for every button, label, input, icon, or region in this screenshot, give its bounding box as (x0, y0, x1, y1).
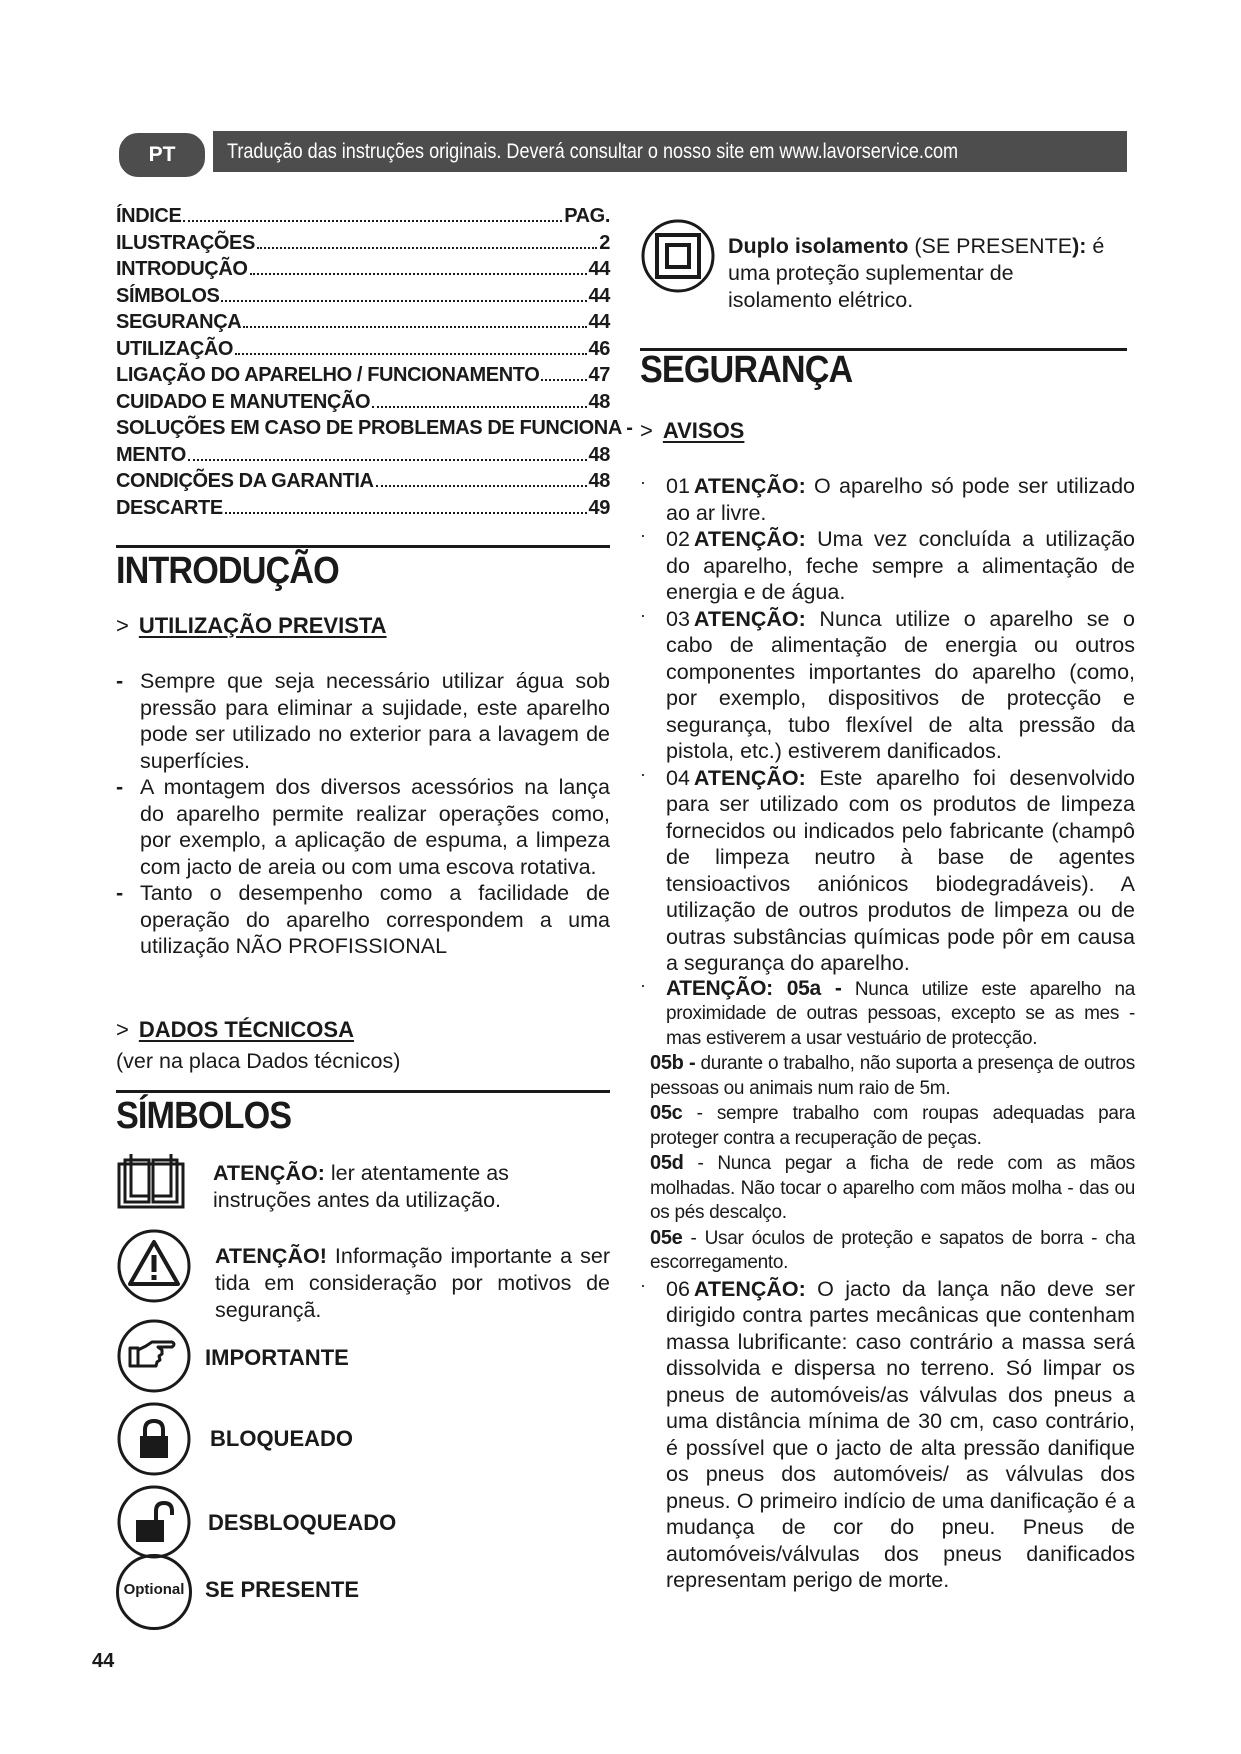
toc-page: 44 (588, 311, 610, 333)
optional-icon: Optional (116, 1554, 192, 1630)
intended-use-heading (116, 613, 387, 639)
toc-row (116, 258, 610, 285)
warnings-heading: > AVISOS (640, 418, 745, 443)
toc-leader (541, 379, 586, 381)
warning-sub-item: 05b - durante o trabalho, não suporta a presença de outros pessoas ou animais num raio de 5m. (650, 1052, 1135, 1099)
technical-data-heading: > DADOS TÉCNICOSA (116, 1017, 354, 1042)
lock-open-icon (116, 1484, 192, 1565)
toc-leader (183, 220, 562, 222)
symbol-double-insulation-text: Duplo isolamento (SE PRESENTE): é uma proteção suplementar de isolamento elétrico. (728, 234, 1105, 312)
page-number: 44 (92, 1650, 115, 1672)
toc-label: SEGURANÇA (116, 311, 242, 333)
toc-label: INTRODUÇÃO (116, 258, 248, 280)
toc-label: DESCARTE (116, 496, 223, 519)
toc-page: 48 (588, 443, 610, 466)
safety-title: SEGURANÇA (640, 349, 853, 391)
warning-item-05a: · ATENÇÃO: 05a - Nunca utilize este aparelho na proximidade de outras pessoas, excepto se as mes - mas estiverem a usar vestuário de protecção. (640, 974, 1136, 1049)
header-bar (213, 131, 1127, 172)
toc-page: 2 (599, 231, 610, 254)
warnings-list (640, 473, 1135, 1594)
toc-leader (257, 247, 597, 249)
warning-item-06: · 06 ATENÇÃO: O jacto da lança não deve ser dirigido contra partes mecânicas que contenham massa lubrificante: caso contrário a massa será dissolvida e dispersa no terreno. Só limpar os pneus de automóveis/as válvulas dos pneus a uma distância mínima de 30 cm, caso contrário, é possível que o jacto de alta pressão danifique os pneus dos automóveis/ as válvulas dos pneus. O primeiro indício de uma danificação é a mudança de cor do pneu. Pneus de automóveis/válvulas dos pneus danificados representam perigo de morte. (640, 1274, 1135, 1592)
toc-page: 49 (588, 496, 610, 519)
toc-label: CUIDADO E MANUTENÇÃO (116, 390, 371, 413)
divider (116, 1090, 610, 1093)
warning-item: · 01 ATENÇÃO: O aparelho só pode ser utilizado ao ar livre. (640, 472, 1135, 525)
symbol-optional-label: SE PRESENTE (205, 1577, 360, 1602)
toc-leader (372, 406, 586, 408)
symbols-title: SÍMBOLOS (116, 1095, 292, 1137)
toc-leader (376, 485, 587, 487)
toc-label: SOLUÇÕES EM CASO DE PROBLEMAS DE FUNCIONA - (116, 417, 633, 439)
toc-label: ILUSTRAÇÕES (116, 231, 255, 254)
toc-row (116, 311, 610, 338)
lock-closed-icon (116, 1401, 192, 1482)
book-icon (116, 1150, 186, 1215)
toc-page: 48 (588, 390, 610, 413)
toc-row (116, 417, 633, 444)
warning-item: · 04 ATENÇÃO: Este aparelho foi desenvolvido para ser utilizado com os produtos de limpeza fornecidos ou indicados pelo fabricante (champô de limpeza neutro à base de agentes tensioactivos aniónicos biodegradáveis). A utilização de outros produtos de limpeza ou de outras substâncias químicas pode pôr em causa a segurança do aparelho. (640, 763, 1135, 975)
heading-marker: > (116, 613, 129, 638)
toc-row (116, 444, 610, 471)
intro-title: INTRODUÇÃO (116, 550, 339, 592)
intended-use-list (116, 668, 610, 960)
toc-label: SÍMBOLOS (116, 284, 220, 307)
symbol-important-label: IMPORTANTE (205, 1345, 349, 1370)
toc-leader (225, 512, 587, 514)
toc-label: ÍNDICE (116, 205, 182, 227)
symbol-warning-text: ATENÇÃO! Informação importante a ser tida em consideração por motivos de segurançã. (215, 1244, 610, 1322)
toc-row (116, 205, 610, 232)
warnings-title: AVISOS (662, 418, 745, 443)
toc-row (116, 338, 610, 365)
warning-item: · 03 ATENÇÃO: Nunca utilize o aparelho se o cabo de alimentação de energia ou outros componentes importantes do aparelho (como, por exemplo, dispositivos de protecção e segurança, tubo flexível de alta pressão da pistola, etc.) estiverem danificados. (640, 604, 1135, 763)
language-badge: PT (116, 130, 208, 180)
toc-label: LIGAÇÃO DO APARELHO / FUNCIONAMENTO (116, 364, 540, 386)
warning-triangle-icon (116, 1228, 192, 1309)
toc-leader (188, 459, 587, 461)
list-item: - Tanto o desempenho como a facilidade de operação do aparelho correspondem a uma utilização NÃO PROFISSIONAL (116, 881, 610, 958)
toc-leader (235, 353, 586, 355)
symbol-locked-label: BLOQUEADO (210, 1426, 353, 1451)
divider (116, 545, 610, 548)
symbol-book-text: ATENÇÃO: ler atentamente as instruções antes da utilização. (213, 1161, 509, 1212)
toc-row (116, 285, 610, 312)
toc-page: 47 (588, 364, 610, 386)
pointing-hand-icon (116, 1318, 192, 1399)
symbol-unlocked-label: DESBLOQUEADO (208, 1510, 397, 1535)
list-item: - A montagem dos diversos acessórios na lança do aparelho permite realizar operações como, por exemplo, a aplicação de espuma, a limpeza com jacto de areia ou com uma escova rotativa. (116, 775, 610, 879)
intended-use-title: UTILIZAÇÃO PREVISTA (138, 613, 387, 638)
toc-label: UTILIZAÇÃO (116, 337, 234, 360)
toc-page: 44 (588, 284, 610, 307)
warning-item: · 02 ATENÇÃO: Uma vez concluída a utilização do aparelho, feche sempre a alimentação de energia e de água. (640, 525, 1135, 604)
double-insulation-icon (640, 218, 716, 299)
toc-row (116, 497, 610, 524)
toc-label: MENTO (116, 443, 186, 466)
toc-leader (250, 273, 587, 275)
toc-page: 44 (588, 258, 610, 280)
header-text: Tradução das instruções originais. Deverá consultar o nosso site em www.lavorservice.com (227, 140, 959, 163)
toc-row (116, 391, 610, 418)
toc-leader (243, 326, 586, 328)
technical-data-text: (ver na placa Dados técnicos) (116, 1049, 401, 1073)
toc-row (116, 470, 610, 497)
toc-row (116, 232, 610, 259)
list-item: - Sempre que seja necessário utilizar água sob pressão para eliminar a sujidade, este aparelho pode ser utilizado no exterior para a lavagem de superfícies. (116, 669, 610, 773)
table-of-contents (116, 205, 633, 523)
warning-sub-item: 05d - Nunca pegar a ficha de rede com as mãos molhadas. Não tocar o aparelho com mãos molha - das ou os pés descalço. (650, 1152, 1135, 1223)
toc-label: CONDIÇÕES DA GARANTIA (116, 470, 374, 492)
toc-leader (221, 300, 586, 302)
warning-sub-item: 05c - sempre trabalho com roupas adequadas para proteger contra a recuperação de peças. (650, 1102, 1135, 1149)
toc-page: 48 (588, 470, 610, 492)
toc-row (116, 364, 610, 391)
technical-data-title: DADOS TÉCNICOSA (138, 1017, 354, 1042)
warning-sub-item: 05e - Usar óculos de proteção e sapatos de borra - cha escorregamento. (650, 1226, 1135, 1273)
toc-page: 46 (588, 337, 610, 360)
toc-page: PAG. (564, 205, 610, 227)
